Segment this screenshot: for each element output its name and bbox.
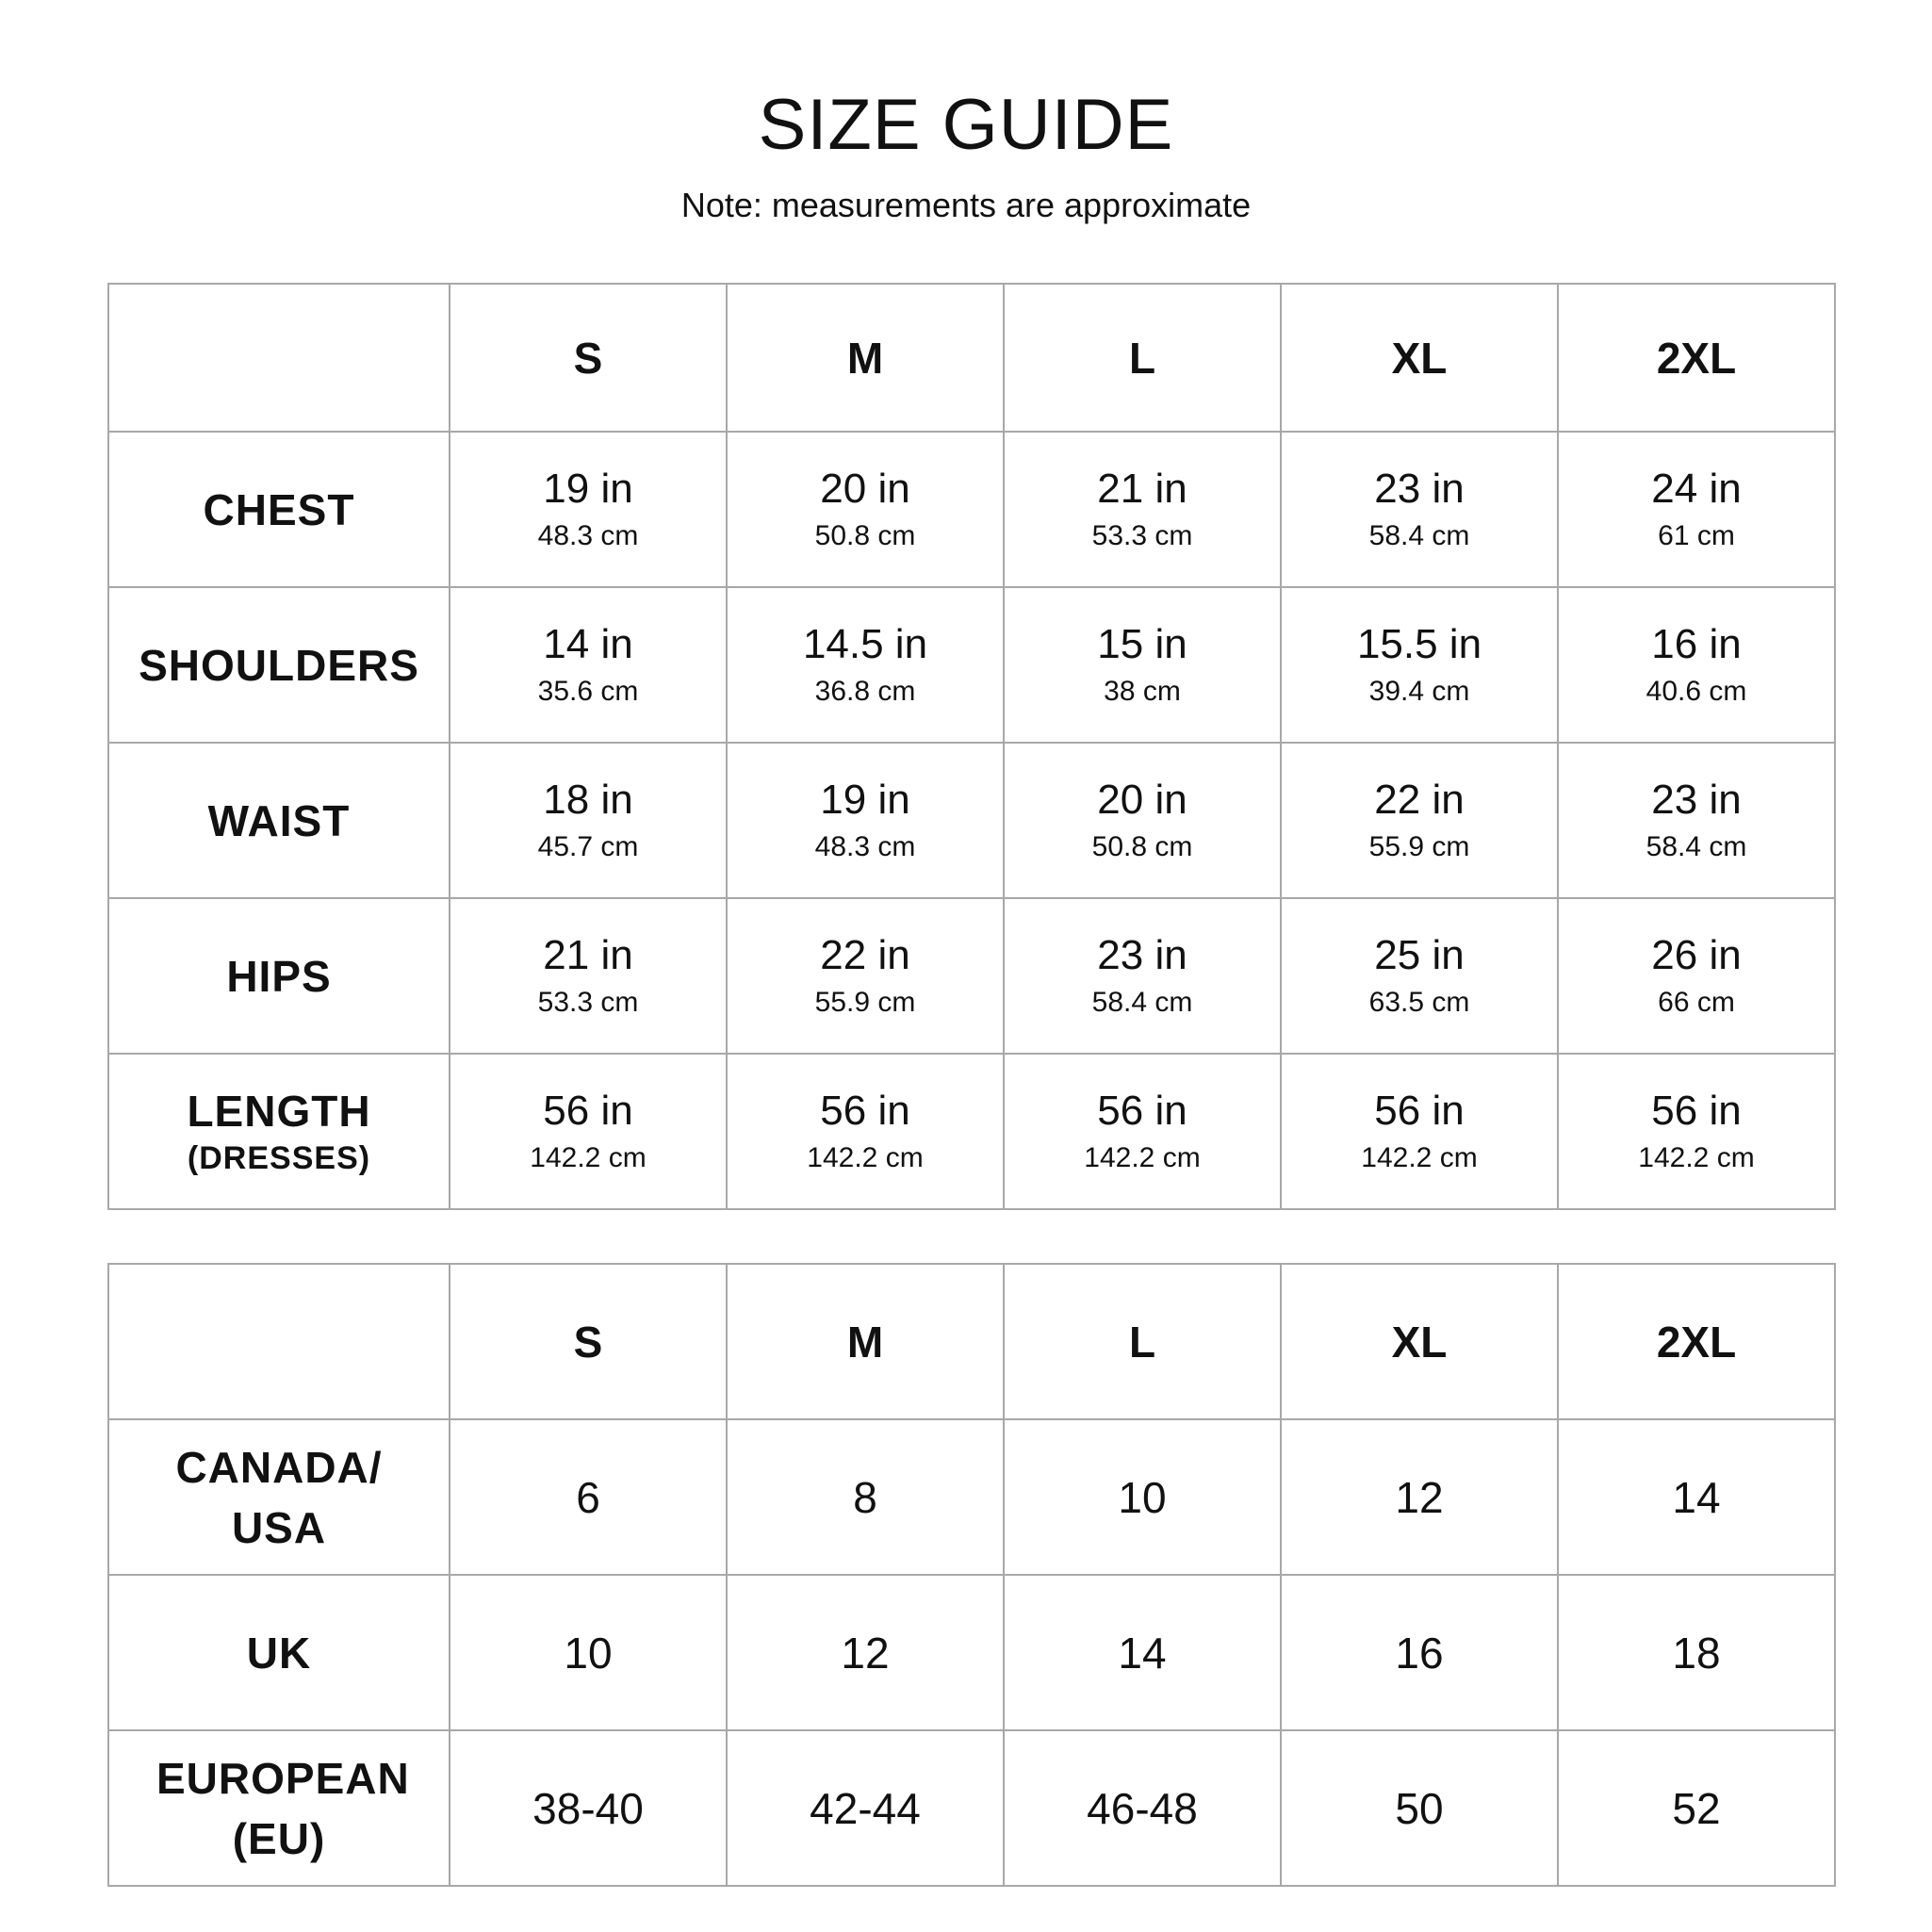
conversion-cell: 6 [450,1419,727,1575]
table-header-row [108,284,1835,432]
value-cm: 53.3 cm [1091,519,1193,551]
measure-cell [450,743,727,898]
measure-cell [1558,1054,1835,1209]
value-cm: 58.4 cm [1091,986,1193,1018]
measure-cell [1004,1054,1281,1209]
size-header: 2XL [1558,284,1835,432]
measure-cell [450,898,727,1054]
row-label: UK [246,1628,312,1678]
value-cm: 55.9 cm [1368,830,1470,862]
value-cm: 55.9 cm [814,986,916,1018]
row-label-cell [108,1419,450,1575]
value-inches: 56 in [820,1087,910,1134]
value-inches: 56 in [543,1087,633,1134]
conversion-cell: 50 [1281,1730,1558,1886]
value-inches: 56 in [1097,1087,1187,1134]
value-cm: 142.2 cm [1361,1141,1478,1173]
measure-cell [1004,898,1281,1054]
measure-cell [450,432,727,587]
measure-cell [1558,743,1835,898]
size-header: M [727,1264,1004,1419]
measurements-table [107,283,1836,1210]
value-inches: 21 in [543,931,633,978]
row-label: HIPS [226,951,332,1001]
value-cm: 39.4 cm [1368,675,1470,707]
row-label: EUROPEAN (EU) [156,1753,410,1863]
value-cm: 142.2 cm [807,1141,924,1173]
measure-cell [727,743,1004,898]
value-inches: 22 in [1374,776,1465,823]
page-title: SIZE GUIDE [758,85,1174,165]
conversion-cell: 10 [450,1575,727,1730]
value-cm: 35.6 cm [537,675,639,707]
measure-cell [727,898,1004,1054]
size-conversion-table [107,1263,1836,1887]
value-cm: 40.6 cm [1645,675,1747,707]
row-label-cell [108,587,450,743]
row-label-cell [108,1575,450,1730]
size-header: M [727,284,1004,432]
conversion-cell: 16 [1281,1575,1558,1730]
value-cm: 45.7 cm [537,830,639,862]
measure-cell [1558,587,1835,743]
row-label-cell [108,743,450,898]
value-cm: 66 cm [1658,986,1735,1018]
value-inches: 19 in [820,776,910,823]
size-header: XL [1281,284,1558,432]
table-header-row [108,1264,1835,1419]
value-cm: 63.5 cm [1368,986,1470,1018]
table-row [108,1730,1835,1886]
value-inches: 22 in [820,931,910,978]
table-row [108,587,1835,743]
row-label: CHEST [203,484,355,534]
row-label-cell [108,1730,450,1886]
size-header: L [1004,284,1281,432]
measure-cell [727,1054,1004,1209]
measure-cell [1004,432,1281,587]
conversion-cell: 12 [727,1575,1004,1730]
value-cm: 53.3 cm [537,986,639,1018]
conversion-cell: 42-44 [727,1730,1004,1886]
value-inches: 18 in [543,776,633,823]
value-inches: 20 in [820,465,910,512]
measure-cell [727,432,1004,587]
size-header: XL [1281,1264,1558,1419]
conversion-cell: 46-48 [1004,1730,1281,1886]
measure-cell [450,1054,727,1209]
value-inches: 14.5 in [802,620,928,667]
measure-cell [1558,432,1835,587]
value-inches: 23 in [1097,931,1187,978]
conversion-cell: 8 [727,1419,1004,1575]
value-inches: 24 in [1651,465,1742,512]
header-empty-cell [108,284,450,432]
value-inches: 23 in [1651,776,1742,823]
value-cm: 61 cm [1658,519,1735,551]
value-cm: 50.8 cm [814,519,916,551]
row-label: SHOULDERS [139,640,419,690]
header-empty-cell [108,1264,450,1419]
value-inches: 16 in [1651,620,1742,667]
measure-cell [727,587,1004,743]
conversion-cell: 14 [1004,1575,1281,1730]
size-header: L [1004,1264,1281,1419]
conversion-cell: 38-40 [450,1730,727,1886]
row-label: CANADA/ USA [175,1442,383,1552]
row-label: WAIST [207,795,351,845]
table-row [108,898,1835,1054]
size-header: 2XL [1558,1264,1835,1419]
measure-cell [1281,1054,1558,1209]
row-label-cell [108,898,450,1054]
row-label-cell [108,1054,450,1209]
value-inches: 21 in [1097,465,1187,512]
row-label: LENGTH [187,1086,371,1136]
value-inches: 20 in [1097,776,1187,823]
table-row [108,1575,1835,1730]
value-cm: 58.4 cm [1645,830,1747,862]
value-inches: 23 in [1374,465,1465,512]
value-inches: 56 in [1651,1087,1742,1134]
value-cm: 38 cm [1104,675,1181,707]
value-inches: 15 in [1097,620,1187,667]
conversion-cell: 14 [1558,1419,1835,1575]
value-cm: 142.2 cm [1638,1141,1755,1173]
table-row [108,1054,1835,1209]
value-cm: 142.2 cm [1084,1141,1201,1173]
size-header: S [450,284,727,432]
size-header: S [450,1264,727,1419]
table-row [108,1419,1835,1575]
measure-cell [1281,898,1558,1054]
value-cm: 48.3 cm [814,830,916,862]
value-cm: 58.4 cm [1368,519,1470,551]
value-cm: 36.8 cm [814,675,916,707]
conversion-cell: 12 [1281,1419,1558,1575]
table-row [108,743,1835,898]
value-inches: 15.5 in [1356,620,1482,667]
conversion-cell: 18 [1558,1575,1835,1730]
value-cm: 48.3 cm [537,519,639,551]
measure-cell [1558,898,1835,1054]
measure-cell [1004,587,1281,743]
value-cm: 142.2 cm [530,1141,647,1173]
conversion-cell: 52 [1558,1730,1835,1886]
measure-cell [1281,432,1558,587]
table-row [108,432,1835,587]
value-cm: 50.8 cm [1091,830,1193,862]
conversion-cell: 10 [1004,1419,1281,1575]
measurement-note: Note: measurements are approximate [680,186,1252,224]
measure-cell [1281,743,1558,898]
value-inches: 14 in [543,620,633,667]
row-label-cell [108,432,450,587]
value-inches: 26 in [1651,931,1742,978]
measure-cell [450,587,727,743]
measure-cell [1004,743,1281,898]
value-inches: 19 in [543,465,633,512]
row-sublabel: (DRESSES) [187,1139,371,1176]
value-inches: 56 in [1374,1087,1465,1134]
value-inches: 25 in [1374,931,1465,978]
measure-cell [1281,587,1558,743]
